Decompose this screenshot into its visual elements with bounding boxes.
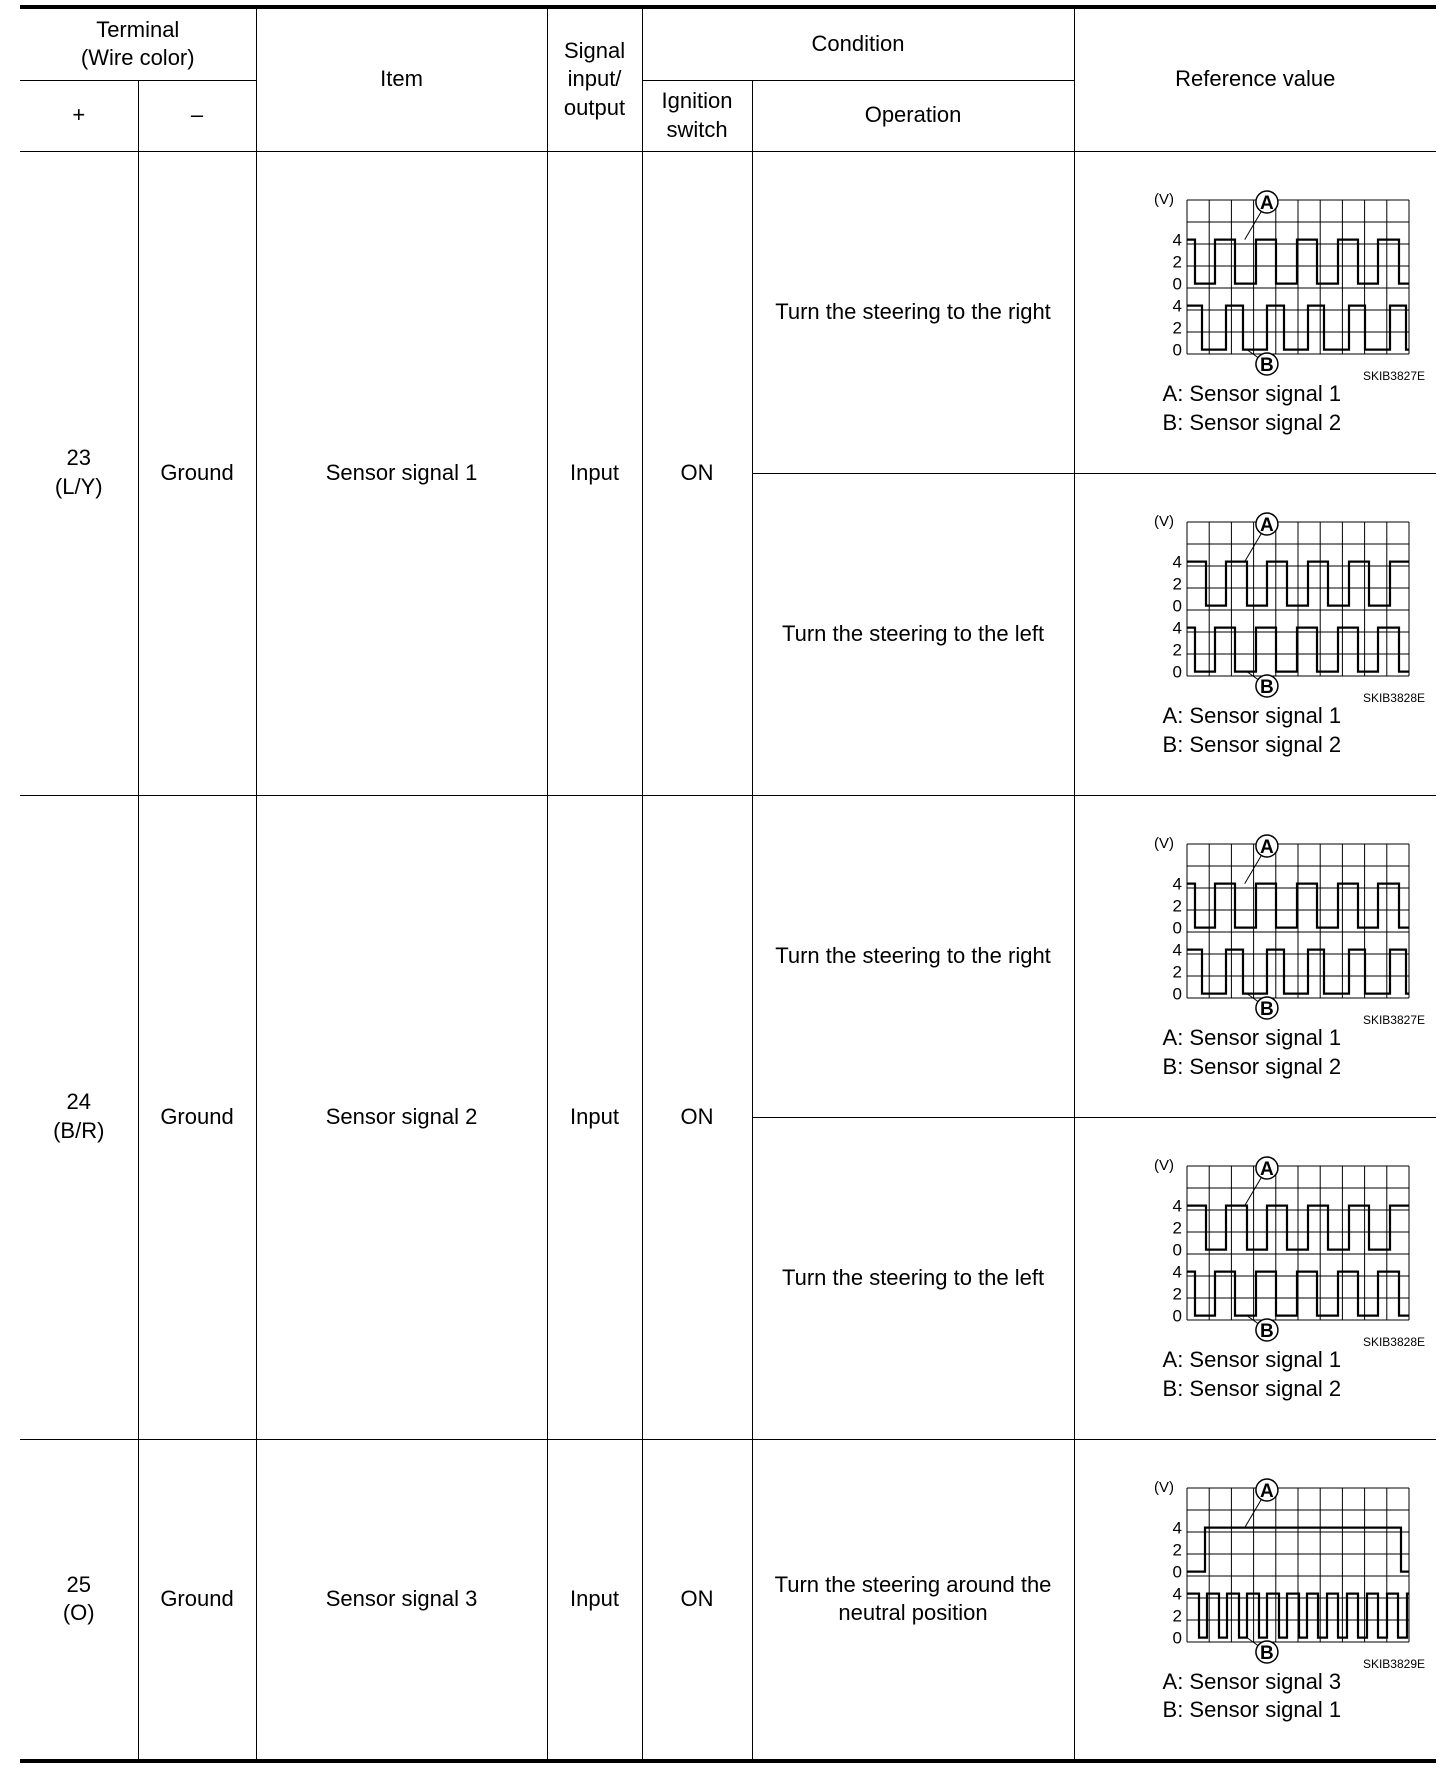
tick-label: 2 [1172,319,1182,339]
label-b: B [1259,999,1274,1021]
ignition-switch-header: Ignition switch [642,80,752,151]
tick-label: 2 [1172,1219,1182,1239]
label-a: A [1259,837,1274,859]
tick-label: 2 [1172,253,1182,273]
tick-label: 2 [1172,575,1182,595]
table-row [20,151,1436,473]
ground-cell: Ground [138,1439,256,1761]
tick-label: 4 [1172,1263,1182,1283]
legend-a: A: Sensor signal 1 [1162,703,1342,729]
unit-label: (V) [1153,191,1174,209]
label-a: A [1259,1159,1274,1181]
waveform-diagram [1125,508,1425,704]
figure-code: SKIB3828E [1362,691,1425,705]
tick-label: 0 [1172,663,1182,683]
item-cell: Sensor signal 3 [256,1439,547,1761]
io-cell: Input [547,795,642,1439]
tick-label: 2 [1172,641,1182,661]
operation-cell: Turn the steering around the neutral position [752,1439,1074,1761]
operation-cell: Turn the steering to the right [752,795,1074,1117]
label-b: B [1259,355,1274,377]
terminal-header: Terminal (Wire color) [20,7,256,80]
terminal-cell: 25 (O) [20,1439,138,1761]
ignition-cell: ON [642,795,752,1439]
signal-b-trace [1187,1272,1409,1316]
signal-b-trace [1187,628,1409,672]
tick-label: 2 [1172,1606,1182,1626]
tick-label: 4 [1172,1584,1182,1604]
tick-label: 0 [1172,1241,1182,1261]
tick-label: 0 [1172,597,1182,617]
reference-cell [1074,473,1436,795]
io-cell: Input [547,1439,642,1761]
ignition-cell: ON [642,1439,752,1761]
legend-b: B: Sensor signal 2 [1162,732,1342,757]
io-cell: Input [547,151,642,795]
tick-label: 4 [1172,1518,1182,1538]
tick-label: 0 [1172,919,1182,939]
reference-cell [1074,151,1436,473]
terminal-cell: 23 (L/Y) [20,151,138,795]
tick-label: 4 [1172,875,1182,895]
label-b: B [1259,1642,1274,1664]
figure-code: SKIB3829E [1362,1656,1425,1670]
label-a: A [1259,1480,1274,1502]
figure-code: SKIB3827E [1362,1013,1425,1027]
condition-header: Condition [642,7,1074,80]
tick-label: 4 [1172,231,1182,251]
tick-label: 0 [1172,1562,1182,1582]
signal-a-trace [1187,884,1409,928]
figure-code: SKIB3828E [1362,1335,1425,1349]
reference-value-header: Reference value [1074,7,1436,151]
unit-label: (V) [1153,1478,1174,1496]
legend-b: B: Sensor signal 2 [1162,1054,1342,1079]
legend-a: A: Sensor signal 1 [1162,1347,1342,1373]
item-header: Item [256,7,547,151]
tick-label: 2 [1172,1285,1182,1305]
ground-cell: Ground [138,795,256,1439]
unit-label: (V) [1153,835,1174,853]
label-a: A [1259,193,1274,215]
signal-io-header: Signal input/ output [547,7,642,151]
legend-b: B: Sensor signal 2 [1162,410,1342,435]
legend-b: B: Sensor signal 1 [1162,1697,1342,1723]
tick-label: 0 [1172,1628,1182,1648]
item-cell: Sensor signal 2 [256,795,547,1439]
table-row [20,795,1436,1117]
legend-b: B: Sensor signal 2 [1162,1376,1342,1401]
waveform-diagram [1125,830,1425,1026]
tick-label: 2 [1172,1540,1182,1560]
tick-label: 2 [1172,897,1182,917]
unit-label: (V) [1153,513,1174,531]
waveform-diagram [1125,1152,1425,1348]
tick-label: 4 [1172,297,1182,317]
tick-label: 4 [1172,619,1182,639]
operation-cell: Turn the steering to the right [752,151,1074,473]
label-b: B [1259,677,1274,699]
ignition-cell: ON [642,151,752,795]
figure-code: SKIB3827E [1362,369,1425,383]
tick-label: 4 [1172,1197,1182,1217]
ground-cell: Ground [138,151,256,795]
plus-header: + [20,80,138,151]
operation-header: Operation [752,80,1074,151]
tick-label: 0 [1172,341,1182,361]
reference-cell [1074,795,1436,1117]
signal-b-trace [1187,1593,1409,1637]
tick-label: 4 [1172,553,1182,573]
legend-a: A: Sensor signal 3 [1162,1668,1342,1694]
item-cell: Sensor signal 1 [256,151,547,795]
reference-cell [1074,1117,1436,1439]
minus-header: – [138,80,256,151]
table-row [20,1439,1436,1761]
tick-label: 2 [1172,963,1182,983]
label-b: B [1259,1321,1274,1343]
waveform-diagram [1125,186,1425,382]
label-a: A [1259,515,1274,537]
operation-cell: Turn the steering to the left [752,1117,1074,1439]
reference-cell [1074,1439,1436,1761]
unit-label: (V) [1153,1157,1174,1175]
legend-a: A: Sensor signal 1 [1162,381,1342,407]
tick-label: 0 [1172,275,1182,295]
tick-label: 4 [1172,941,1182,961]
tick-label: 0 [1172,1307,1182,1327]
tick-label: 0 [1172,985,1182,1005]
operation-cell: Turn the steering to the left [752,473,1074,795]
signal-a-trace [1187,240,1409,284]
terminal-cell: 24 (B/R) [20,795,138,1439]
legend-a: A: Sensor signal 1 [1162,1025,1342,1051]
waveform-diagram [1125,1474,1425,1670]
terminal-spec-table [20,5,1436,1763]
